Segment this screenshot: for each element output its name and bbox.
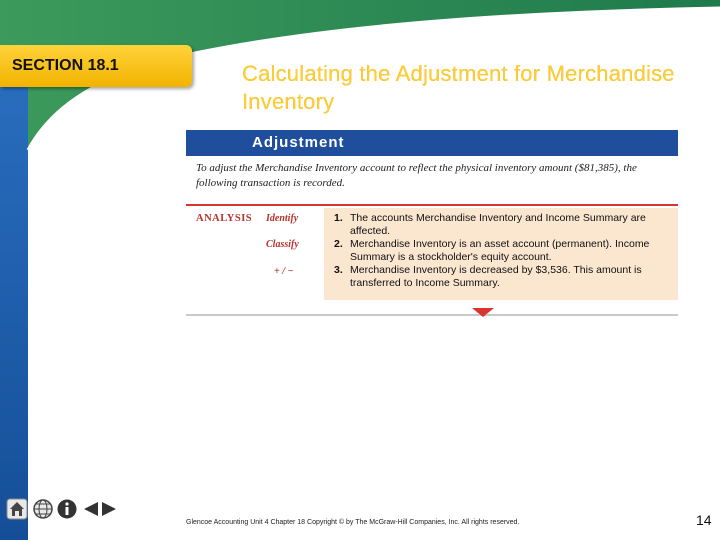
figure-divider bbox=[186, 204, 678, 206]
info-icon[interactable] bbox=[56, 498, 78, 520]
page-number: 14 bbox=[696, 512, 712, 528]
copyright-footer: Glencoe Accounting Unit 4 Chapter 18 Copyright © by The McGraw-Hill Companies, Inc. All rights reserved. bbox=[186, 519, 520, 526]
step-text: The accounts Merchandise Inventory and Income Summary are affected. bbox=[350, 212, 646, 237]
analysis-step bbox=[334, 264, 654, 290]
section-label: SECTION 18.1 bbox=[12, 57, 119, 74]
figure-header bbox=[186, 130, 678, 156]
down-arrow-icon bbox=[472, 308, 494, 317]
step-number: 2. bbox=[334, 238, 343, 250]
step-number: 1. bbox=[334, 212, 343, 224]
section-tab bbox=[0, 45, 192, 87]
analysis-step bbox=[334, 238, 654, 264]
step-text: Merchandise Inventory is an asset account (permanent). Income Summary is a stockholder's equity account. bbox=[350, 238, 650, 263]
globe-icon[interactable] bbox=[32, 498, 54, 520]
slide-title: Calculating the Adjustment for Merchandise Inventory bbox=[242, 61, 675, 114]
step-text: Merchandise Inventory is decreased by $3,536. This amount is transferred to Income Summary. bbox=[350, 264, 642, 289]
classify-label: Classify bbox=[266, 239, 299, 250]
analysis-step bbox=[334, 212, 654, 238]
analysis-label: ANALYSIS bbox=[196, 213, 253, 224]
plus-minus-label: + / − bbox=[274, 266, 294, 277]
figure-header-label: Adjustment bbox=[252, 134, 345, 151]
next-arrow-icon[interactable] bbox=[98, 498, 120, 520]
step-number: 3. bbox=[334, 264, 343, 276]
home-icon[interactable] bbox=[6, 498, 28, 520]
identify-label: Identify bbox=[266, 213, 299, 224]
adjustment-figure bbox=[186, 130, 678, 316]
figure-intro: To adjust the Merchandise Inventory account to reflect the physical inventory amount ($81,385), the following transaction is recorded. bbox=[196, 162, 637, 189]
